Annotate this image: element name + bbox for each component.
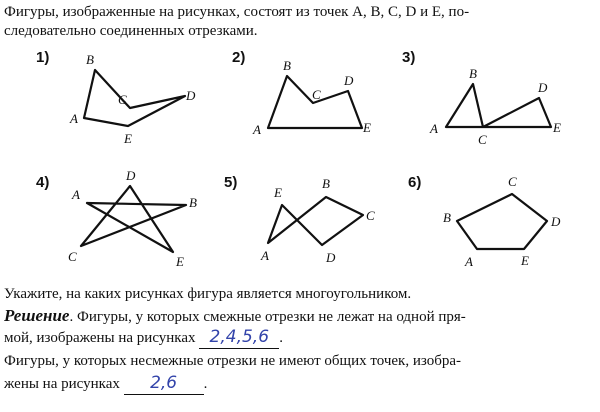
- figure-4-label-e: E: [176, 254, 184, 269]
- figure-4-label-c: C: [68, 249, 77, 264]
- figure-1-number: 1): [36, 49, 50, 66]
- figure-4-label-d: D: [126, 168, 136, 183]
- figure-1-label-a: A: [70, 111, 78, 126]
- solution-line-2: мой, изображены на рисунках 2,4,5,6 .: [4, 327, 284, 347]
- figure-2-label-c: C: [312, 87, 321, 102]
- figure-5-label-b: B: [322, 176, 330, 191]
- figure-6-label-c: C: [508, 174, 517, 189]
- intro-line-2: следовательно соединенных отрезками.: [4, 23, 258, 39]
- figure-6: [443, 174, 561, 269]
- figure-5-number: 5): [224, 174, 238, 191]
- solution-line-3: Фигуры, у которых несмежные отрезки не имеют общих точек, изобра-: [4, 353, 461, 369]
- solution-line-1-text: . Фигуры, у которых смежные отрезки не лежат на одной пря-: [69, 309, 466, 325]
- figure-6-label-b: B: [443, 210, 451, 225]
- figure-1-label-c: C: [118, 92, 127, 107]
- answer-1-blank: [199, 328, 279, 349]
- figure-2-label-d: D: [344, 73, 354, 88]
- figure-6-label-a: A: [465, 254, 473, 269]
- figure-5-label-c: C: [366, 208, 375, 223]
- figure-4-label-a: A: [72, 187, 80, 202]
- figure-2-number: 2): [232, 49, 246, 66]
- figure-3-label-d: D: [538, 80, 548, 95]
- figure-5-label-e: E: [274, 185, 282, 200]
- figure-1-polyline: [84, 70, 185, 126]
- solution-line-1: [4, 306, 466, 327]
- figure-5-label-a: A: [261, 248, 269, 263]
- answer-2-blank: [124, 374, 204, 395]
- figure-5-label-d: D: [326, 250, 336, 265]
- figure-1-label-e: E: [124, 131, 132, 146]
- figure-1: [69, 52, 196, 146]
- figure-4-label-b: B: [189, 195, 197, 210]
- figure-3-label-c: C: [478, 132, 487, 147]
- figure-3-number: 3): [402, 49, 416, 66]
- figure-3: [429, 66, 561, 147]
- figure-2-label-e: E: [363, 120, 371, 135]
- figure-4: [68, 168, 197, 269]
- figure-2-label-b: B: [283, 58, 291, 73]
- solution-label: Решение: [4, 306, 70, 325]
- figure-3-polyline: [446, 84, 551, 127]
- intro-line-1: Фигуры, изображенные на рисунках, состоят из точек A, B, C, D и E, по-: [4, 4, 470, 20]
- figure-4-number: 4): [36, 174, 50, 191]
- figure-5: [260, 176, 375, 265]
- figure-1-label-d: D: [186, 88, 196, 103]
- figure-3-label-a: A: [430, 121, 438, 136]
- figure-6-label-d: D: [551, 214, 561, 229]
- solution-line-4: жены на рисунках 2,6 .: [4, 373, 208, 393]
- figure-6-label-e: E: [521, 253, 529, 268]
- figure-3-label-b: B: [469, 66, 477, 81]
- figure-2-label-a: A: [253, 122, 261, 137]
- answer-1: 2,4,5,6: [209, 327, 270, 347]
- figure-4-polyline: [81, 186, 186, 252]
- figure-3-label-e: E: [553, 120, 561, 135]
- answer-2: 2,6: [150, 373, 178, 393]
- figure-6-polygon: [457, 194, 547, 249]
- figure-5-polygon: [268, 197, 363, 245]
- solution-line-4-text: жены на рисунках: [4, 376, 120, 392]
- figure-6-number: 6): [408, 174, 422, 191]
- solution-line-2-text: мой, изображены на рисунках: [4, 330, 196, 346]
- question-text: Укажите, на каких рисунках фигура является многоугольником.: [4, 286, 412, 302]
- figure-2: [252, 58, 371, 137]
- figure-1-label-b: B: [86, 52, 94, 67]
